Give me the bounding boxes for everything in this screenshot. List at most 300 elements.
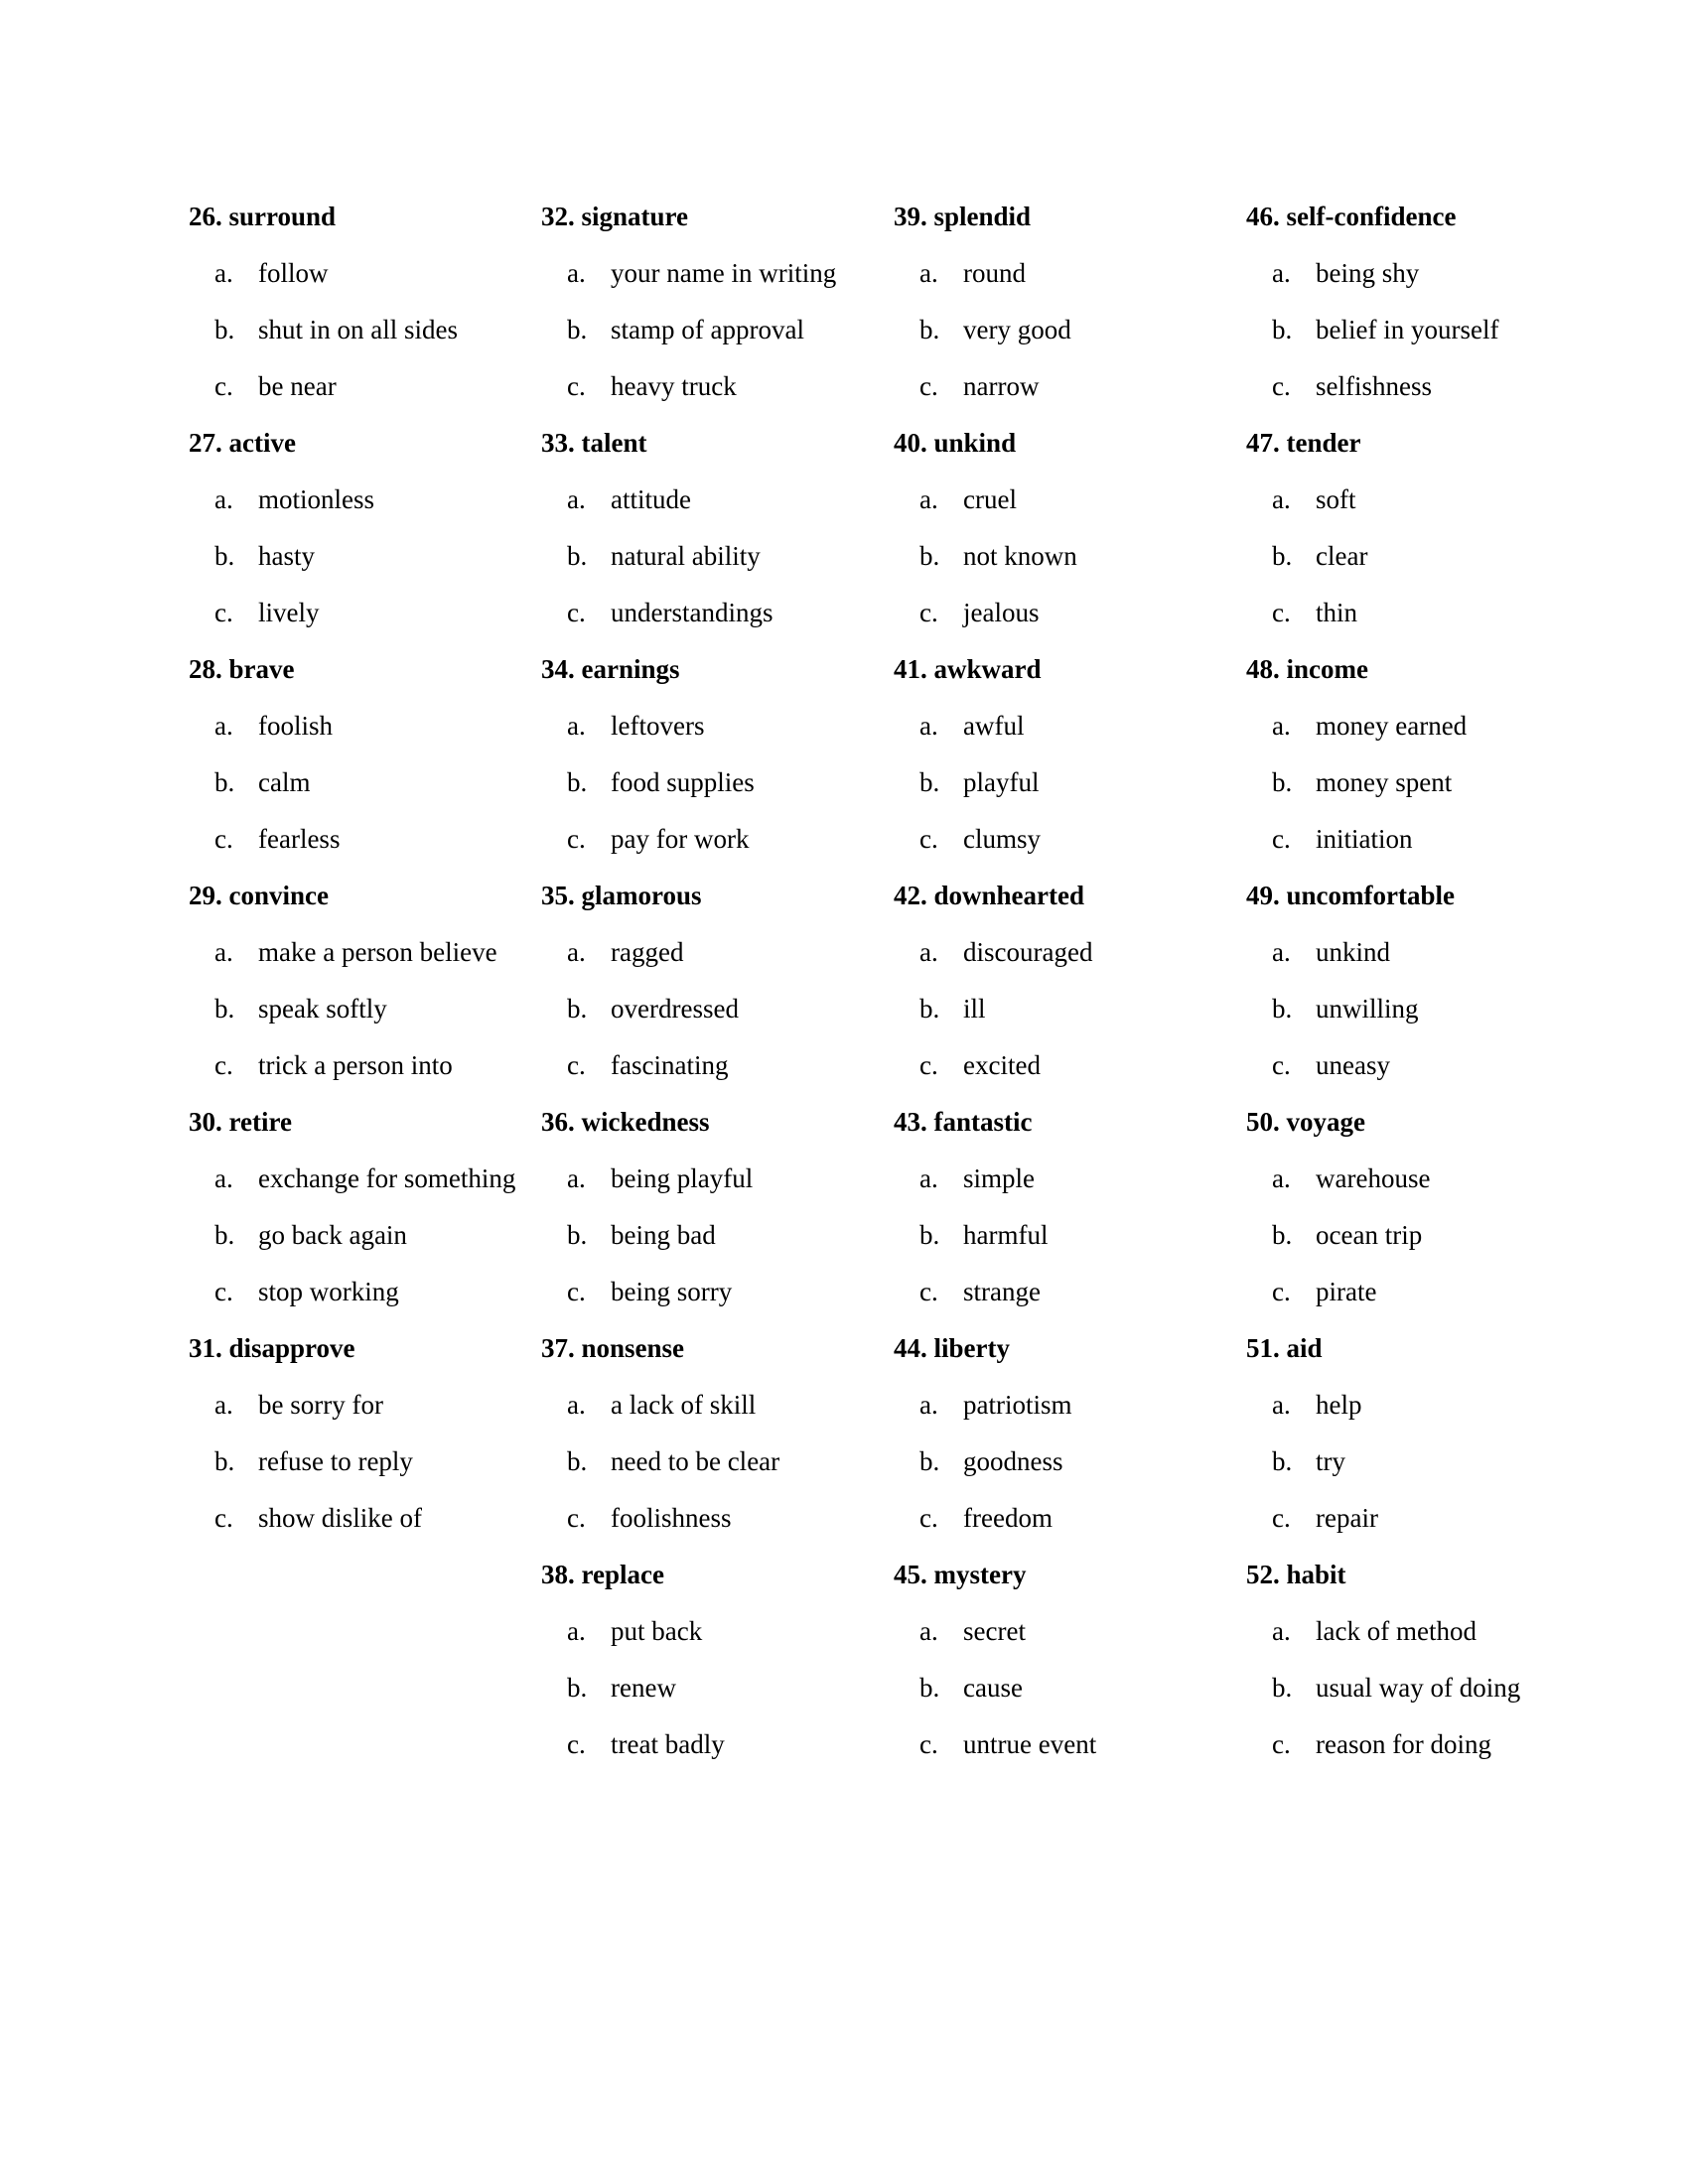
choice-letter: a. [1272,1163,1291,1193]
answer-choice[interactable] [1246,1207,1599,1264]
answer-choice[interactable] [541,528,894,585]
choice-letter: a. [567,1390,586,1420]
vocabulary-column [1246,189,1599,1773]
choice-text: natural ability [611,541,761,571]
entry-number: 34. [541,654,575,684]
entry-word: signature [581,202,689,231]
choice-letter: a. [919,937,938,967]
entry-word: downhearted [933,881,1085,910]
entry-headword [894,1547,1246,1603]
answer-choice[interactable] [1246,472,1599,528]
choice-letter: b. [919,541,940,571]
vocabulary-entry [894,1547,1246,1773]
choice-text: cause [963,1673,1023,1703]
vocabulary-entry [189,1094,541,1320]
entry-word: brave [228,654,295,684]
choice-text: show dislike of [258,1503,422,1533]
vocabulary-entry [189,1320,541,1547]
answer-choice[interactable] [894,585,1246,641]
choice-letter: c. [214,598,233,627]
choice-text: treat badly [611,1729,725,1759]
vocabulary-entry [1246,868,1599,1094]
choice-letter: a. [567,937,586,967]
choice-text: warehouse [1316,1163,1431,1193]
choice-letter: b. [214,315,235,344]
answer-choice[interactable] [189,245,541,302]
choice-text: attitude [611,484,691,514]
vocabulary-entry [1246,1094,1599,1320]
choice-text: clumsy [963,824,1041,854]
choice-text: refuse to reply [258,1446,413,1476]
entry-headword [894,189,1246,245]
entry-headword [1246,1547,1599,1603]
vocabulary-column [541,189,894,1773]
answer-choice[interactable] [1246,698,1599,754]
choice-text: being playful [611,1163,754,1193]
entry-number: 45. [894,1560,927,1589]
entry-number: 44. [894,1333,927,1363]
answer-choice[interactable] [1246,1660,1599,1716]
answer-choice[interactable] [189,811,541,868]
choice-letter: c. [919,1277,938,1306]
choice-text: motionless [258,484,375,514]
choice-text: help [1316,1390,1362,1420]
choice-letter: b. [214,1446,235,1476]
choice-text: untrue event [963,1729,1097,1759]
answer-choice[interactable] [1246,1264,1599,1320]
entry-headword [1246,641,1599,698]
choice-letter: c. [567,1729,586,1759]
choice-letter: b. [214,1220,235,1250]
choice-letter: b. [567,1446,588,1476]
choice-text: awful [963,711,1025,741]
choice-text: cruel [963,484,1017,514]
answer-choice[interactable] [541,472,894,528]
choice-text: usual way of doing [1316,1673,1521,1703]
answer-choice[interactable] [894,754,1246,811]
choice-letter: c. [919,1050,938,1080]
choice-text: initiation [1316,824,1413,854]
vocabulary-entry [1246,189,1599,415]
answer-choice[interactable] [541,1264,894,1320]
choice-text: overdressed [611,994,739,1024]
answer-choice[interactable] [894,472,1246,528]
choice-letter: c. [567,598,586,627]
entry-headword [189,415,541,472]
choice-text: being bad [611,1220,716,1250]
answer-choice[interactable] [189,1037,541,1094]
answer-choice[interactable] [541,981,894,1037]
choice-text: selfishness [1316,371,1432,401]
choice-letter: a. [214,1163,233,1193]
choice-text: try [1316,1446,1345,1476]
choice-text: jealous [963,598,1040,627]
answer-choice[interactable] [189,924,541,981]
choice-letter: b. [567,1220,588,1250]
vocabulary-entry [894,415,1246,641]
entry-number: 43. [894,1107,927,1137]
choice-letter: c. [919,598,938,627]
entry-word: convince [228,881,329,910]
entry-headword [1246,868,1599,924]
choice-text: not known [963,541,1077,571]
answer-choice[interactable] [189,585,541,641]
choice-letter: a. [214,711,233,741]
choice-letter: a. [567,711,586,741]
choice-letter: c. [214,371,233,401]
choice-text: ill [963,994,986,1024]
entry-number: 30. [189,1107,222,1137]
choice-letter: a. [1272,937,1291,967]
answer-choice[interactable] [189,1377,541,1433]
entry-number: 41. [894,654,927,684]
answer-choice[interactable] [541,1660,894,1716]
answer-choice[interactable] [894,1603,1246,1660]
choice-letter: b. [1272,541,1293,571]
choice-letter: a. [567,484,586,514]
entry-number: 28. [189,654,222,684]
vocabulary-entry [541,1547,894,1773]
answer-choice[interactable] [1246,1490,1599,1547]
entry-headword [1246,1320,1599,1377]
entry-number: 32. [541,202,575,231]
answer-choice[interactable] [1246,1603,1599,1660]
choice-text: stop working [258,1277,399,1306]
entry-word: tender [1286,428,1361,458]
answer-choice[interactable] [894,358,1246,415]
choice-letter: b. [1272,1446,1293,1476]
entry-number: 51. [1246,1333,1280,1363]
choice-letter: c. [1272,1729,1291,1759]
entry-number: 48. [1246,654,1280,684]
choice-text: secret [963,1616,1026,1646]
choice-letter: a. [919,258,938,288]
answer-choice[interactable] [1246,245,1599,302]
choice-text: narrow [963,371,1040,401]
choice-text: unkind [1316,937,1391,967]
answer-choice[interactable] [189,528,541,585]
entry-word: unkind [933,428,1017,458]
answer-choice[interactable] [894,1660,1246,1716]
choice-text: simple [963,1163,1035,1193]
choice-letter: b. [567,767,588,797]
entry-headword [894,415,1246,472]
answer-choice[interactable] [1246,811,1599,868]
answer-choice[interactable] [189,1433,541,1490]
vocabulary-entry [189,189,541,415]
answer-choice[interactable] [541,811,894,868]
entry-headword [541,189,894,245]
entry-number: 37. [541,1333,575,1363]
choice-letter: b. [1272,767,1293,797]
answer-choice[interactable] [541,1207,894,1264]
choice-text: clear [1316,541,1368,571]
answer-choice[interactable] [189,754,541,811]
vocabulary-entry [1246,1547,1599,1773]
entry-word: wickedness [581,1107,710,1137]
answer-choice[interactable] [541,1377,894,1433]
choice-letter: b. [567,1673,588,1703]
choice-letter: c. [567,824,586,854]
answer-choice[interactable] [894,245,1246,302]
choice-text: pirate [1316,1277,1377,1306]
choice-letter: b. [919,1673,940,1703]
choice-letter: a. [919,1390,938,1420]
choice-text: money spent [1316,767,1453,797]
entry-number: 39. [894,202,927,231]
answer-choice[interactable] [1246,302,1599,358]
choice-letter: b. [567,541,588,571]
choice-text: excited [963,1050,1041,1080]
answer-choice[interactable] [541,302,894,358]
choice-letter: b. [214,994,235,1024]
answer-choice[interactable] [1246,981,1599,1037]
answer-choice[interactable] [1246,1037,1599,1094]
choice-letter: b. [919,994,940,1024]
choice-letter: c. [214,1050,233,1080]
vocabulary-column [894,189,1246,1773]
choice-letter: b. [919,767,940,797]
entry-word: glamorous [581,881,702,910]
vocabulary-entry [894,1320,1246,1547]
choice-text: unwilling [1316,994,1419,1024]
answer-choice[interactable] [894,924,1246,981]
entry-number: 50. [1246,1107,1280,1137]
choice-letter: c. [214,1277,233,1306]
choice-text: be sorry for [258,1390,383,1420]
entry-number: 42. [894,881,927,910]
answer-choice[interactable] [541,585,894,641]
answer-choice[interactable] [541,1037,894,1094]
entry-headword [894,868,1246,924]
choice-letter: c. [1272,1050,1291,1080]
vocabulary-entry [541,1094,894,1320]
entry-headword [541,1094,894,1151]
entry-number: 47. [1246,428,1280,458]
entry-word: disapprove [228,1333,355,1363]
choice-text: hasty [258,541,315,571]
choice-text: heavy truck [611,371,737,401]
choice-text: leftovers [611,711,705,741]
choice-letter: a. [1272,484,1291,514]
choice-letter: a. [214,484,233,514]
choice-text: being sorry [611,1277,733,1306]
answer-choice[interactable] [189,981,541,1037]
choice-text: ocean trip [1316,1220,1423,1250]
choice-text: money earned [1316,711,1468,741]
answer-choice[interactable] [1246,585,1599,641]
entry-number: 46. [1246,202,1280,231]
entry-number: 49. [1246,881,1280,910]
answer-choice[interactable] [894,981,1246,1037]
choice-text: uneasy [1316,1050,1390,1080]
answer-choice[interactable] [189,472,541,528]
choice-letter: b. [567,315,588,344]
answer-choice[interactable] [894,528,1246,585]
answer-choice[interactable] [894,698,1246,754]
choice-text: soft [1316,484,1356,514]
choice-text: lively [258,598,320,627]
choice-letter: c. [1272,824,1291,854]
entry-word: fantastic [933,1107,1033,1137]
answer-choice[interactable] [894,1207,1246,1264]
answer-choice[interactable] [1246,528,1599,585]
choice-text: ragged [611,937,684,967]
choice-letter: b. [214,767,235,797]
answer-choice[interactable] [541,754,894,811]
choice-text: make a person believe [258,937,497,967]
vocabulary-entry [894,1094,1246,1320]
answer-choice[interactable] [894,1716,1246,1773]
choice-letter: b. [1272,994,1293,1024]
answer-choice[interactable] [541,1716,894,1773]
entry-word: liberty [933,1333,1010,1363]
entry-word: uncomfortable [1286,881,1455,910]
choice-text: exchange for something [258,1163,516,1193]
answer-choice[interactable] [1246,1433,1599,1490]
answer-choice[interactable] [541,924,894,981]
entry-word: income [1286,654,1368,684]
entry-number: 38. [541,1560,575,1589]
choice-letter: c. [214,1503,233,1533]
entry-word: self-confidence [1286,202,1457,231]
choice-letter: a. [214,1390,233,1420]
answer-choice[interactable] [541,1151,894,1207]
answer-choice[interactable] [1246,1151,1599,1207]
answer-choice[interactable] [1246,1716,1599,1773]
choice-letter: b. [1272,1673,1293,1703]
entry-headword [189,189,541,245]
choice-letter: c. [919,1729,938,1759]
choice-text: calm [258,767,311,797]
entry-word: replace [581,1560,664,1589]
answer-choice[interactable] [541,1603,894,1660]
entry-headword [189,1094,541,1151]
answer-choice[interactable] [1246,924,1599,981]
choice-letter: a. [1272,1616,1291,1646]
answer-choice[interactable] [1246,1377,1599,1433]
choice-letter: a. [1272,711,1291,741]
vocabulary-entry [894,868,1246,1094]
answer-choice[interactable] [189,1151,541,1207]
choice-text: trick a person into [258,1050,453,1080]
choice-text: reason for doing [1316,1729,1491,1759]
entry-headword [541,868,894,924]
choice-text: stamp of approval [611,315,804,344]
answer-choice[interactable] [541,358,894,415]
vocabulary-entry [894,641,1246,868]
choice-letter: a. [567,1163,586,1193]
answer-choice[interactable] [541,1433,894,1490]
choice-text: understandings [611,598,774,627]
choice-text: need to be clear [611,1446,780,1476]
entry-headword [894,641,1246,698]
choice-text: round [963,258,1026,288]
answer-choice[interactable] [894,1151,1246,1207]
answer-choice[interactable] [894,1490,1246,1547]
entry-headword [189,1320,541,1377]
answer-choice[interactable] [189,1264,541,1320]
answer-choice[interactable] [541,698,894,754]
entry-word: habit [1286,1560,1346,1589]
entry-headword [541,1320,894,1377]
choice-text: goodness [963,1446,1063,1476]
vocabulary-entry [541,641,894,868]
choice-text: thin [1316,598,1358,627]
choice-letter: a. [567,1616,586,1646]
choice-text: food supplies [611,767,755,797]
vocabulary-entry [894,189,1246,415]
entry-headword [1246,189,1599,245]
choice-letter: c. [567,371,586,401]
vocabulary-entry [189,868,541,1094]
choice-letter: c. [1272,598,1291,627]
choice-text: very good [963,315,1071,344]
entry-word: earnings [581,654,680,684]
answer-choice[interactable] [894,1433,1246,1490]
choice-letter: c. [919,1503,938,1533]
vocabulary-entry [541,415,894,641]
choice-letter: b. [919,315,940,344]
choice-text: go back again [258,1220,407,1250]
entry-number: 35. [541,881,575,910]
vocabulary-entry [189,641,541,868]
choice-letter: b. [214,541,235,571]
answer-choice[interactable] [894,1264,1246,1320]
answer-choice[interactable] [189,302,541,358]
answer-choice[interactable] [541,245,894,302]
choice-text: strange [963,1277,1041,1306]
vocabulary-entry [541,189,894,415]
choice-text: your name in writing [611,258,837,288]
entry-number: 29. [189,881,222,910]
choice-letter: c. [1272,1503,1291,1533]
answer-choice[interactable] [189,698,541,754]
choice-letter: a. [214,937,233,967]
entry-word: surround [228,202,337,231]
answer-choice[interactable] [541,1490,894,1547]
entry-headword [1246,1094,1599,1151]
entry-number: 27. [189,428,222,458]
entry-word: retire [228,1107,292,1137]
choice-letter: a. [919,1163,938,1193]
answer-choice[interactable] [894,811,1246,868]
answer-choice[interactable] [1246,358,1599,415]
choice-text: fearless [258,824,341,854]
answer-choice[interactable] [894,1377,1246,1433]
answer-choice[interactable] [189,358,541,415]
answer-choice[interactable] [894,1037,1246,1094]
choice-text: harmful [963,1220,1049,1250]
answer-choice[interactable] [1246,754,1599,811]
choice-letter: c. [1272,1277,1291,1306]
entry-number: 26. [189,202,222,231]
entry-headword [541,1547,894,1603]
choice-text: be near [258,371,337,401]
choice-letter: b. [1272,1220,1293,1250]
choice-letter: a. [919,711,938,741]
answer-choice[interactable] [189,1207,541,1264]
choice-letter: c. [567,1050,586,1080]
entry-number: 36. [541,1107,575,1137]
vocabulary-entry [1246,415,1599,641]
choice-letter: b. [1272,315,1293,344]
choice-text: foolish [258,711,334,741]
answer-choice[interactable] [894,302,1246,358]
choice-letter: a. [214,258,233,288]
choice-text: a lack of skill [611,1390,757,1420]
answer-choice[interactable] [189,1490,541,1547]
